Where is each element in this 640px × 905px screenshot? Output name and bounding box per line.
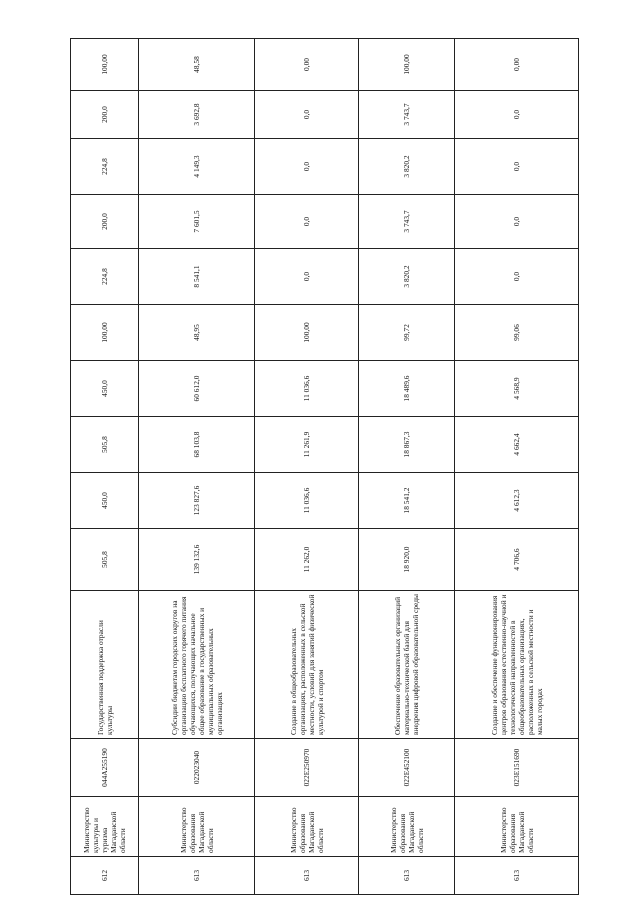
value-cell: 0,0	[455, 139, 579, 195]
ministry-cell: Министерство образования Магаданской области	[139, 797, 255, 857]
value-cell: 3 743,7	[359, 195, 455, 249]
name-cell: Государственная поддержка отрасли культуры	[71, 591, 139, 739]
value-cell: 100,00	[71, 39, 139, 91]
name-cell: Создание в общеобразовательных организациях, расположенных в сельской местности, условий для занятий физической культурой и спортом	[255, 591, 359, 739]
value-cell: 3 743,7	[359, 91, 455, 139]
value-cell: 0,00	[255, 39, 359, 91]
value-cell: 450,0	[71, 361, 139, 417]
name-cell: Субсидии бюджетам городских округов на организацию бесплатного горячего питания обучающихся, получающих начальное общее образование в государственных и муниципальных образовательных организациях	[139, 591, 255, 739]
value-cell: 200,0	[71, 195, 139, 249]
value-cell: 4 706,6	[455, 529, 579, 591]
value-cell: 48,95	[139, 305, 255, 361]
value-cell: 48,58	[139, 39, 255, 91]
table-row	[255, 39, 359, 895]
code-cell: 044А255190	[71, 739, 139, 797]
value-cell: 11 036,6	[255, 473, 359, 529]
value-cell: 4 662,4	[455, 417, 579, 473]
value-cell: 18 867,3	[359, 417, 455, 473]
value-cell: 18 489,6	[359, 361, 455, 417]
kvr-cell: 613	[139, 857, 255, 895]
value-cell: 123 827,6	[139, 473, 255, 529]
value-cell: 0,00	[455, 39, 579, 91]
value-cell: 0,0	[255, 195, 359, 249]
value-cell: 100,00	[359, 39, 455, 91]
table-row	[455, 39, 579, 895]
value-cell: 3 820,2	[359, 139, 455, 195]
table-row	[139, 39, 255, 895]
code-cell: 022Е250970	[255, 739, 359, 797]
value-cell: 0,0	[255, 91, 359, 139]
value-cell: 0,0	[455, 195, 579, 249]
table-row	[359, 39, 455, 895]
value-cell: 505,8	[71, 417, 139, 473]
value-cell: 200,0	[71, 91, 139, 139]
value-cell: 99,06	[455, 305, 579, 361]
value-cell: 100,00	[71, 305, 139, 361]
value-cell: 8 541,1	[139, 249, 255, 305]
value-cell: 7 601,5	[139, 195, 255, 249]
code-cell: 022023040	[139, 739, 255, 797]
rotated-page	[70, 25, 578, 895]
value-cell: 68 103,8	[139, 417, 255, 473]
value-cell: 4 149,3	[139, 139, 255, 195]
budget-table	[70, 38, 579, 895]
value-cell: 0,0	[455, 249, 579, 305]
value-cell: 505,8	[71, 529, 139, 591]
value-cell: 3 820,2	[359, 249, 455, 305]
value-cell: 0,0	[255, 249, 359, 305]
ministry-cell: Министерство культуры и туризма Магаданской области	[71, 797, 139, 857]
kvr-cell: 613	[455, 857, 579, 895]
value-cell: 3 692,8	[139, 91, 255, 139]
value-cell: 139 132,6	[139, 529, 255, 591]
kvr-cell: 613	[255, 857, 359, 895]
value-cell: 11 036,6	[255, 361, 359, 417]
value-cell: 0,0	[255, 139, 359, 195]
value-cell: 11 261,9	[255, 417, 359, 473]
value-cell: 224,8	[71, 249, 139, 305]
ministry-cell: Министерство образования Магаданской области	[255, 797, 359, 857]
code-cell: 023Е151690	[455, 739, 579, 797]
name-cell: Обеспечение образовательных организаций материально-технической базой для внедрения цифровой образовательной среды	[359, 591, 455, 739]
value-cell: 4 568,9	[455, 361, 579, 417]
name-cell: Создание и обеспечение функционирования центров образования естественно-научной и технологической направленностей в общеобразовательных организациях, расположенных в сельской местности и малых городах	[455, 591, 579, 739]
kvr-cell: 612	[71, 857, 139, 895]
kvr-cell: 613	[359, 857, 455, 895]
value-cell: 224,8	[71, 139, 139, 195]
value-cell: 450,0	[71, 473, 139, 529]
table-row	[71, 39, 139, 895]
value-cell: 60 612,0	[139, 361, 255, 417]
value-cell: 4 612,3	[455, 473, 579, 529]
value-cell: 18 541,2	[359, 473, 455, 529]
value-cell: 99,72	[359, 305, 455, 361]
value-cell: 18 920,0	[359, 529, 455, 591]
code-cell: 022Е452100	[359, 739, 455, 797]
value-cell: 11 262,0	[255, 529, 359, 591]
value-cell: 0,0	[455, 91, 579, 139]
ministry-cell: Министерство образования Магаданской области	[455, 797, 579, 857]
ministry-cell: Министерство образования Магаданской области	[359, 797, 455, 857]
value-cell: 100,00	[255, 305, 359, 361]
